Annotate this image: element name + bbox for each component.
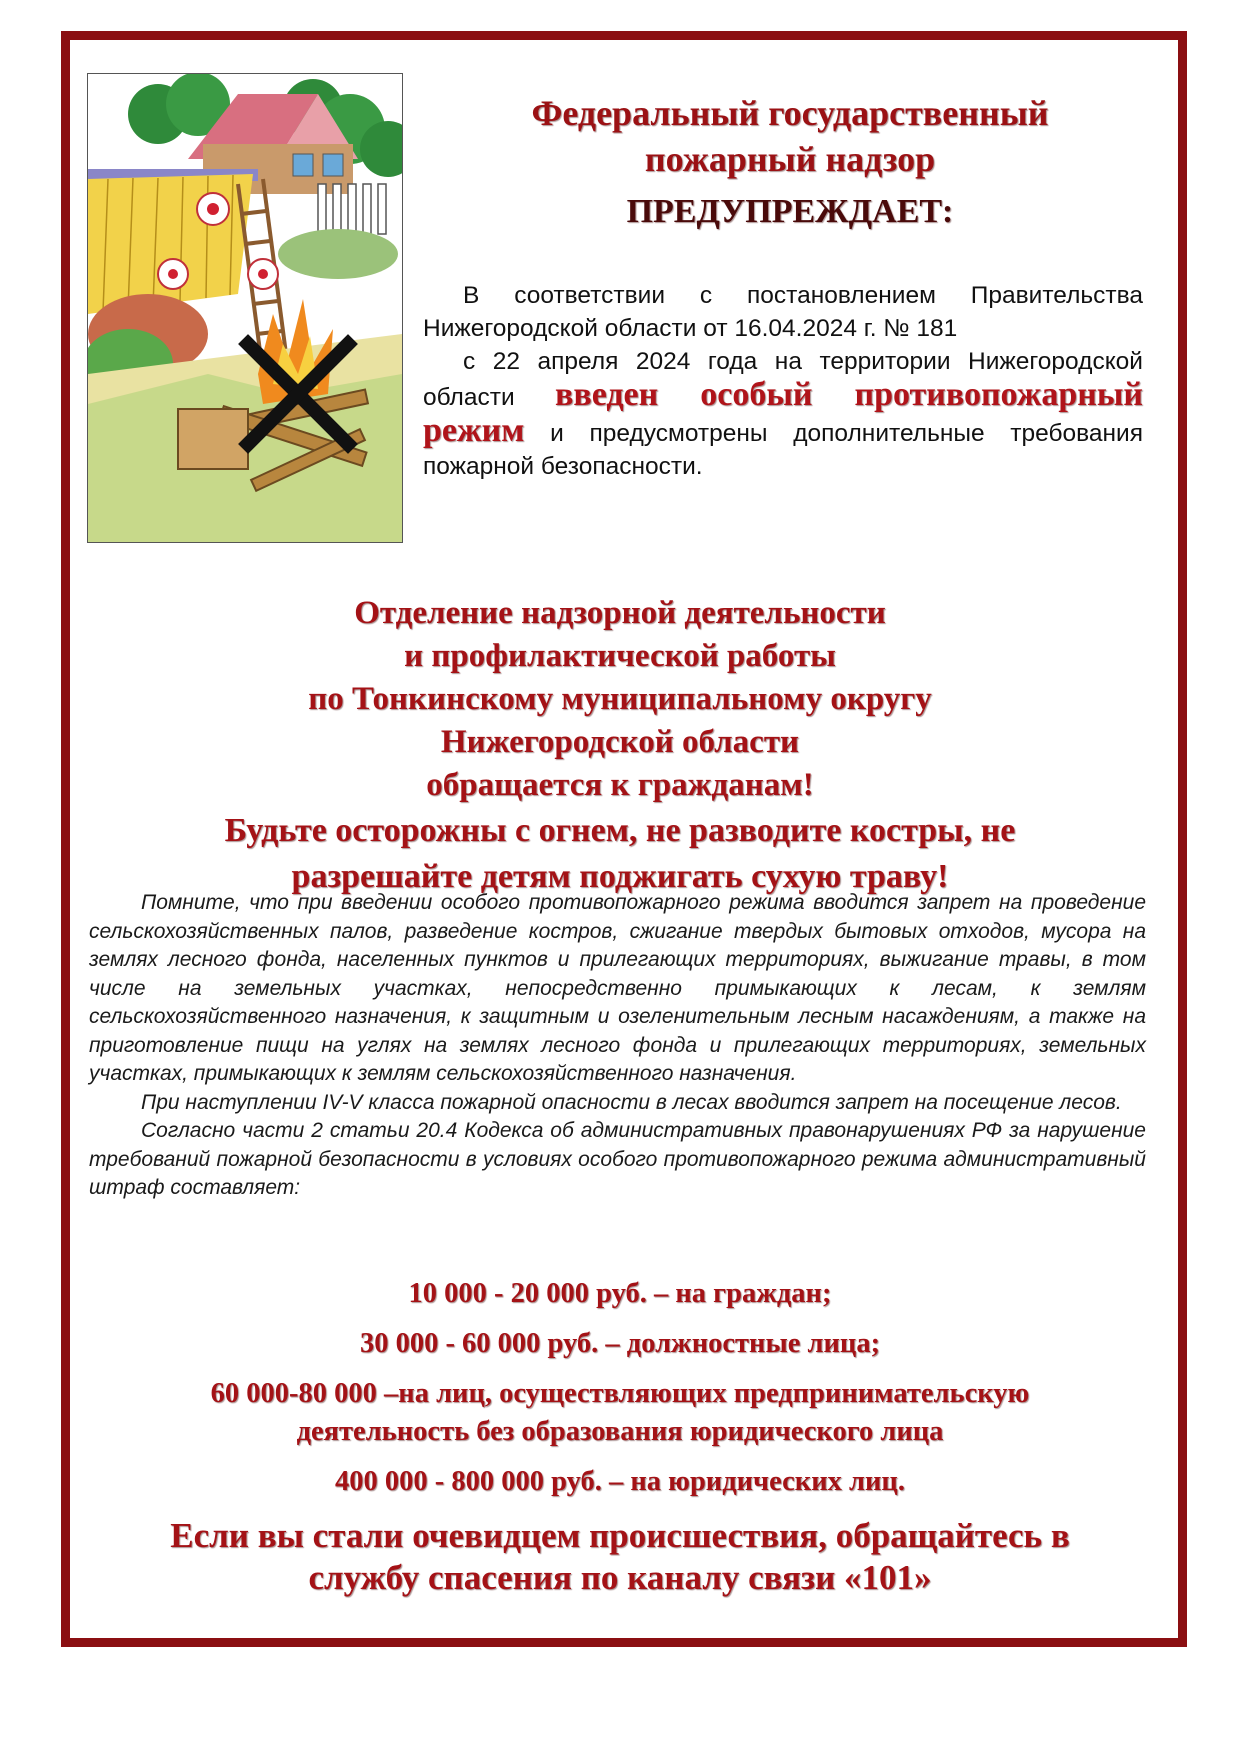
intro-paragraph-2: [423, 345, 1143, 483]
appeal-line2: и профилактической работы: [404, 638, 836, 674]
warning-line2: разрешайте детям поджигать сухую траву!: [291, 858, 949, 895]
header-title-line2: пожарный надзор: [644, 139, 936, 179]
regulations-paragraph-2: При наступлении IV-V класса пожарной опасности в лесах вводится запрет на посещение лесов.: [141, 1090, 1122, 1114]
fine-citizens: 10 000 - 20 000 руб. – на граждан;: [408, 1278, 832, 1309]
intro-block: [423, 279, 1143, 483]
appeal-line3: по Тонкинскому муниципальному округу: [308, 681, 932, 717]
fine-entrepreneurs-line1: 60 000-80 000 –на лиц, осуществляющих предпринимательскую: [210, 1378, 1030, 1409]
fine-officials: 30 000 - 60 000 руб. – должностные лица;: [359, 1328, 881, 1359]
warning-line1: Будьте осторожны с огнем, не разводите костры, не: [224, 812, 1016, 849]
regulations-text: [89, 889, 1146, 1203]
fines-list: [90, 1275, 1150, 1501]
fine-legal-entities: 400 000 - 800 000 руб. – на юридических лиц.: [335, 1466, 905, 1497]
emergency-contact: [90, 1515, 1150, 1599]
appeal-line5: обращается к гражданам!: [426, 767, 814, 803]
appeal-line1: Отделение надзорной деятельности: [354, 595, 886, 631]
intro-p2-part2: и предусмотрены дополнительные требования пожарной безопасности.: [423, 420, 1143, 480]
contact-line2: службу спасения по каналу связи «101»: [308, 1558, 932, 1597]
header: [420, 90, 1160, 232]
regulations-paragraph-1: Помните, что при введении особого противопожарного режима вводится запрет на проведение сельскохозяйственных палов, разведение костров, сжигание твердых бытовых отходов, мусора на землях лесного фонда, населенных пунктов и прилегающих территориях, выжигание травы, в том числе на земельных участках, непосредственно примыкающих к лесам, к землям сельскохозяйственного назначения, к защитным и озеленительным лесным насаждениям, а также на приготовление пищи на углях на землях лесного фонда и прилегающих территориях, земельных участках, примыкающих к землям сельскохозяйственного назначения.: [89, 891, 1146, 1085]
header-title-line1: Федеральный государственный: [531, 93, 1049, 133]
no-campfire-illustration: [87, 73, 403, 543]
appeal-line4: Нижегородской области: [440, 724, 800, 760]
header-subtitle: ПРЕДУПРЕЖДАЕТ:: [626, 193, 954, 230]
intro-paragraph-1: В соответствии с постановлением Правительства Нижегородской области от 16.04.2024 г. № 181: [423, 282, 1143, 342]
intro-highlight: введен особый противопожарный режим: [423, 376, 1143, 449]
contact-line1: Если вы стали очевидцем происшествия, обращайтесь в: [170, 1516, 1070, 1555]
regulations-paragraph-3: Согласно части 2 статьи 20.4 Кодекса об административных правонарушениях РФ за нарушение требований пожарной безопасности в условиях особого противопожарного режима административный штраф составляет:: [89, 1119, 1146, 1199]
fine-entrepreneurs-line2: деятельность без образования юридического лица: [296, 1416, 944, 1447]
appeal-block: [90, 592, 1150, 899]
intro-p2-part1: с 22 апреля 2024 года на территории Нижегородской области: [423, 348, 1143, 411]
